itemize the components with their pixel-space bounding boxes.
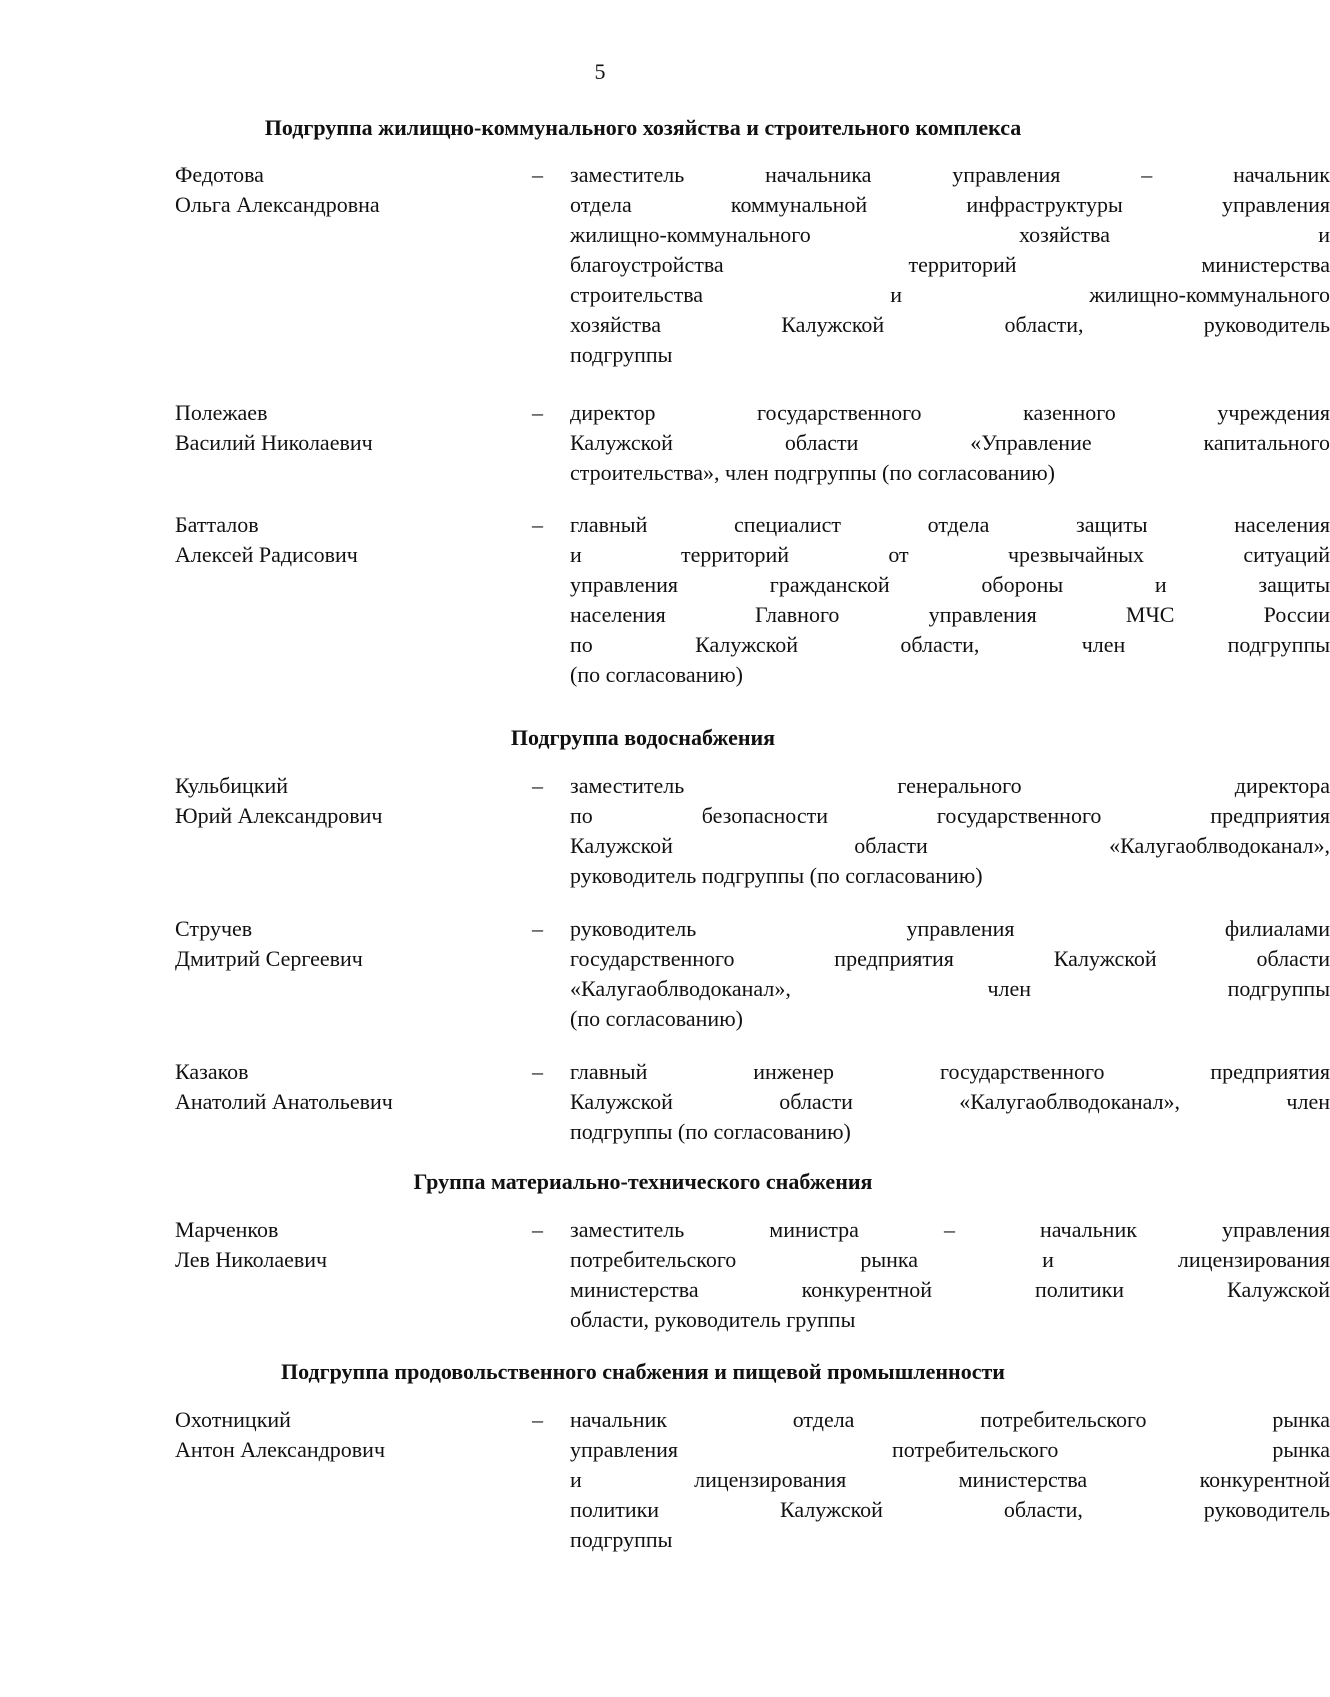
position-line: жилищно-коммунального хозяйства и [570, 222, 1330, 247]
position-line: населения Главного управления МЧС России [570, 602, 1330, 627]
section-heading: Группа материально-технического снабжения [413, 1169, 873, 1194]
position-line: и территорий от чрезвычайных ситуаций [570, 542, 1330, 567]
position-line: начальник отдела потребительского рынка [570, 1407, 1330, 1432]
member-surname: Охотницкий [175, 1407, 291, 1432]
member-given-names: Алексей Радисович [175, 542, 358, 567]
member-surname: Полежаев [175, 400, 268, 425]
member-given-names: Дмитрий Сергеевич [175, 946, 363, 971]
dash-separator: – [532, 916, 543, 941]
dash-separator: – [532, 162, 543, 187]
position-line: заместитель генерального директора [570, 773, 1330, 798]
position-line: подгруппы (по согласованию) [570, 1119, 851, 1144]
position-line: министерства конкурентной политики Калужской [570, 1277, 1330, 1302]
member-name [175, 914, 495, 974]
position-line: управления потребительского рынка [570, 1437, 1330, 1462]
position-line: заместитель начальника управления – начальник [570, 162, 1330, 187]
member-name [175, 510, 495, 570]
member-given-names: Василий Николаевич [175, 430, 373, 455]
position-line: государственного предприятия Калужской области [570, 946, 1330, 971]
member-surname: Кульбицкий [175, 773, 289, 798]
member-entry [175, 1405, 1330, 1605]
position-line: отдела коммунальной инфраструктуры управления [570, 192, 1330, 217]
member-given-names: Лев Николаевич [175, 1247, 328, 1272]
member-surname: Федотова [175, 162, 264, 187]
member-name [175, 398, 495, 458]
member-given-names: Анатолий Анатольевич [175, 1089, 393, 1114]
position-line: подгруппы [570, 1527, 673, 1552]
position-line: (по согласованию) [570, 662, 743, 687]
position-line: главный специалист отдела защиты населения [570, 512, 1330, 537]
position-line: по Калужской области, член подгруппы [570, 632, 1330, 657]
section-heading: Подгруппа водоснабжения [510, 725, 776, 750]
dash-separator: – [532, 1407, 543, 1432]
position-line: области, руководитель группы [570, 1307, 856, 1332]
member-position [570, 510, 1330, 690]
position-line: политики Калужской области, руководитель [570, 1497, 1330, 1522]
member-position [570, 1215, 1330, 1335]
position-line: подгруппы [570, 342, 673, 367]
member-given-names: Антон Александрович [175, 1437, 386, 1462]
position-line: главный инженер государственного предприятия [570, 1059, 1330, 1084]
dash-separator: – [532, 400, 543, 425]
member-surname: Стручев [175, 916, 253, 941]
position-line: благоустройства территорий министерства [570, 252, 1330, 277]
member-surname: Казаков [175, 1059, 249, 1084]
position-line: заместитель министра – начальник управления [570, 1217, 1330, 1242]
position-line: по безопасности государственного предприятия [570, 803, 1330, 828]
position-line: потребительского рынка и лицензирования [570, 1247, 1330, 1272]
position-line: управления гражданской обороны и защиты [570, 572, 1330, 597]
member-position [570, 1405, 1330, 1555]
page-number: 5 [594, 59, 606, 84]
member-entry [175, 160, 1330, 367]
section-heading: Подгруппа жилищно-коммунального хозяйства и строительного комплекса [264, 115, 1022, 140]
position-line: (по согласованию) [570, 1006, 743, 1031]
position-line: Калужской области «Калугаоблводоканал», член [570, 1089, 1330, 1114]
position-line: и лицензирования министерства конкурентной [570, 1467, 1330, 1492]
position-line: руководитель подгруппы (по согласованию) [570, 863, 983, 888]
position-line: строительства», член подгруппы (по согласованию) [570, 460, 1055, 485]
dash-separator: – [532, 1059, 543, 1084]
position-line: Калужской области «Управление капитального [570, 430, 1330, 455]
position-line: директор государственного казенного учреждения [570, 400, 1330, 425]
member-surname: Батталов [175, 512, 259, 537]
position-line: хозяйства Калужской области, руководитель [570, 312, 1330, 337]
member-position [570, 160, 1330, 370]
member-name [175, 1405, 495, 1465]
member-position [570, 398, 1330, 488]
dash-separator: – [532, 773, 543, 798]
position-line: «Калугаоблводоканал», член подгруппы [570, 976, 1330, 1001]
member-entry [175, 510, 1330, 710]
member-given-names: Юрий Александрович [175, 803, 383, 828]
dash-separator: – [532, 1217, 543, 1242]
member-position [570, 1057, 1330, 1147]
member-name [175, 1215, 495, 1275]
member-surname: Марченков [175, 1217, 279, 1242]
member-name [175, 1057, 495, 1117]
member-name [175, 771, 495, 831]
member-name [175, 160, 495, 220]
member-position [570, 914, 1330, 1034]
section-heading: Подгруппа продовольственного снабжения и пищевой промышленности [281, 1359, 1005, 1384]
dash-separator: – [532, 512, 543, 537]
position-line: строительства и жилищно-коммунального [570, 282, 1330, 307]
member-position [570, 771, 1330, 891]
member-given-names: Ольга Александровна [175, 192, 380, 217]
position-line: Калужской области «Калугаоблводоканал», [570, 833, 1330, 858]
position-line: руководитель управления филиалами [570, 916, 1330, 941]
